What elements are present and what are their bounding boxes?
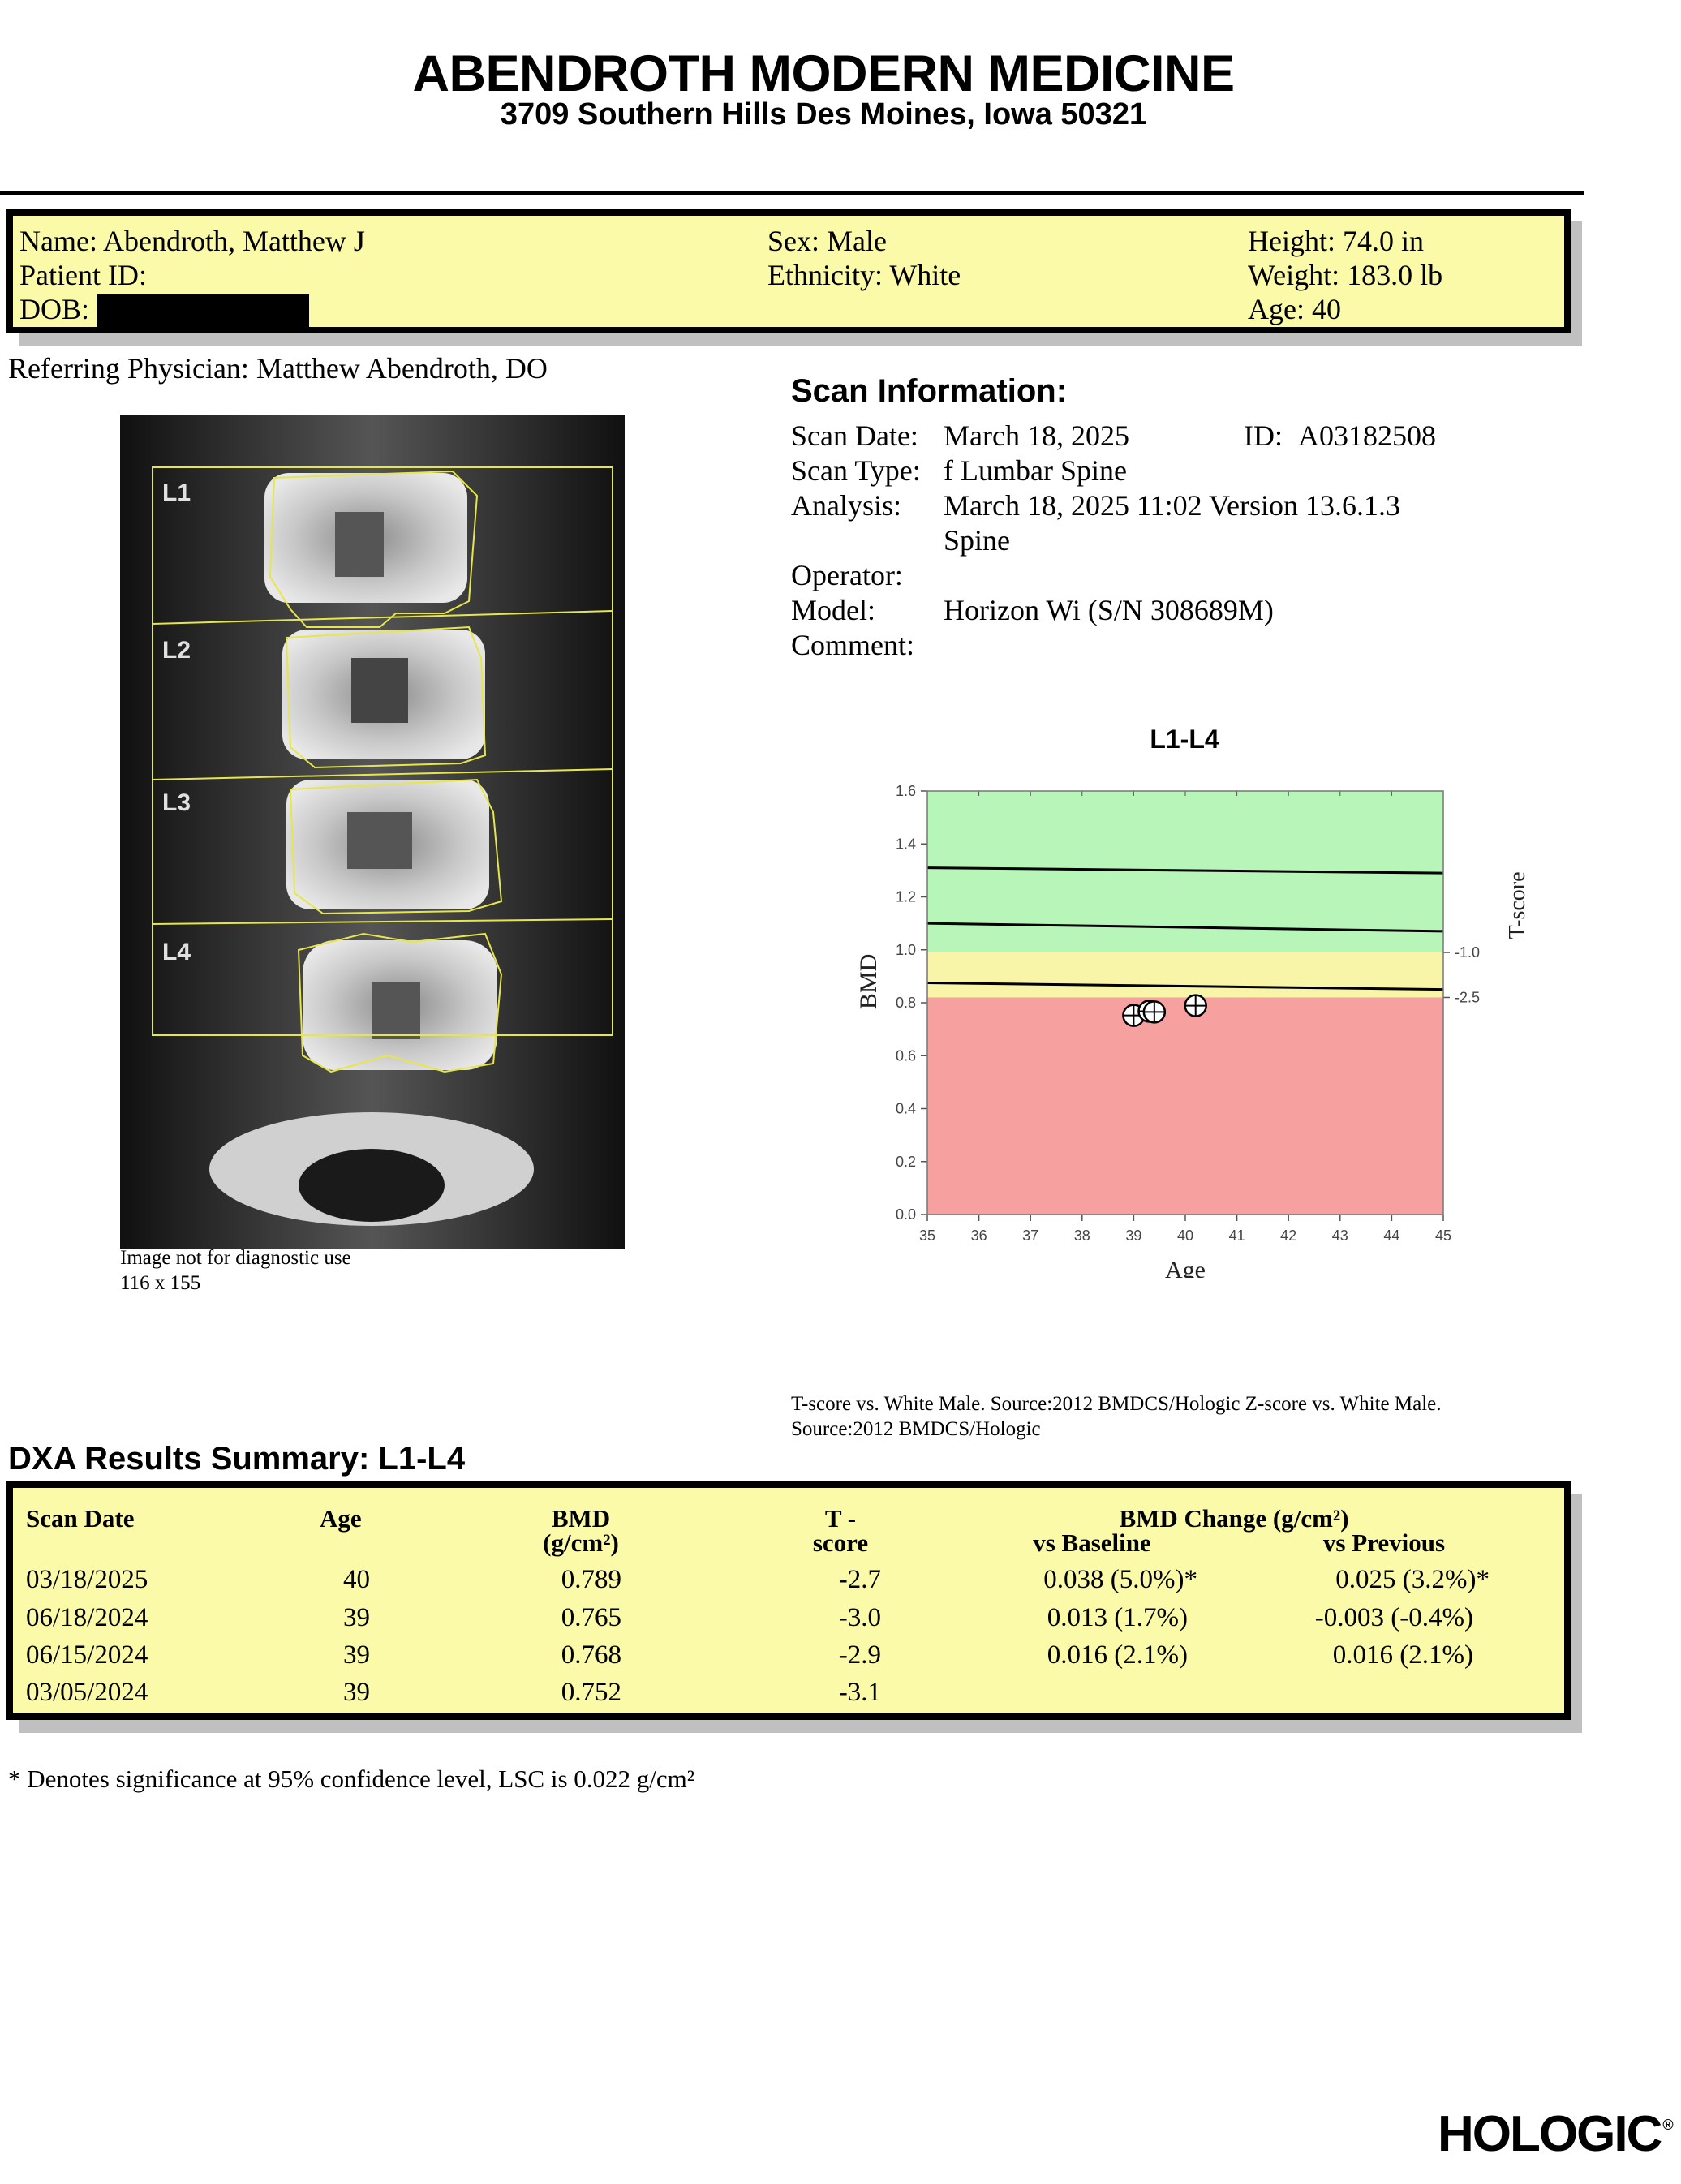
col-scan-date: Scan Date — [26, 1504, 135, 1533]
image-disclaimer: Image not for diagnostic use — [120, 1247, 351, 1269]
t-score-axis-label: T-score — [1505, 871, 1530, 939]
cell-date: 06/18/2024 — [26, 1603, 148, 1632]
t-score-tick-label: -2.5 — [1455, 989, 1481, 1006]
scan-type-label: Scan Type: — [791, 454, 921, 487]
y-tick-label: 0.6 — [895, 1047, 916, 1064]
scan-date-value: March 18, 2025 — [944, 419, 1129, 452]
col-vs-baseline: vs Baseline — [1033, 1528, 1151, 1557]
scan-id-value: A03182508 — [1298, 419, 1436, 452]
scan-type-value: f Lumbar Spine — [944, 454, 1127, 487]
x-axis-label: Age — [1165, 1257, 1206, 1278]
cell-vs-previous: 0.016 (2.1%) — [1332, 1640, 1473, 1670]
cell-vs-baseline: 0.038 (5.0%)* — [1043, 1565, 1197, 1594]
scan-info-heading: Scan Information: — [791, 373, 1068, 409]
col-age: Age — [320, 1504, 362, 1533]
registered-mark: ® — [1662, 2117, 1672, 2133]
spine-label-l2: L2 — [162, 637, 191, 664]
bmd-chart — [844, 775, 1558, 1278]
cell-t-score: -2.9 — [838, 1640, 881, 1670]
col-bmd: BMD — [551, 1504, 611, 1533]
cell-age: 39 — [343, 1640, 370, 1670]
operator-label: Operator: — [791, 559, 903, 591]
y-axis-label: BMD — [855, 953, 882, 1010]
patient-weight: Weight: 183.0 lb — [1248, 259, 1443, 291]
cell-vs-baseline: 0.013 (1.7%) — [1047, 1603, 1188, 1632]
y-tick-label: 0.8 — [895, 995, 916, 1011]
cell-age: 39 — [343, 1603, 370, 1632]
patient-sex: Sex: Male — [767, 225, 887, 257]
scan-id-label: ID: — [1244, 419, 1283, 452]
cell-vs-previous: -0.003 (-0.4%) — [1314, 1603, 1473, 1632]
results-table — [6, 1481, 1571, 1720]
analysis-value: March 18, 2025 11:02 Version 13.6.1.3 — [944, 489, 1400, 522]
analysis-sub: Spine — [944, 524, 1011, 557]
x-tick-label: 36 — [970, 1227, 987, 1244]
cell-t-score: -3.0 — [838, 1603, 881, 1632]
col-vs-previous: vs Previous — [1322, 1528, 1446, 1557]
patient-dob-label: DOB: — [19, 293, 90, 325]
cell-age: 39 — [343, 1678, 370, 1707]
model-value: Horizon Wi (S/N 308689M) — [944, 594, 1274, 626]
x-tick-label: 35 — [918, 1227, 936, 1244]
zone-osteopenia — [927, 952, 1443, 997]
reference-source-note: T-score vs. White Male. Source:2012 BMDCS/Hologic Z-score vs. White Male. Source:2012 BMDCS/Hologic — [791, 1393, 1442, 1440]
zone-osteoporosis — [927, 997, 1443, 1215]
spine-scan-image — [120, 415, 625, 1249]
cell-date: 03/05/2024 — [26, 1678, 148, 1707]
cell-bmd: 0.789 — [561, 1565, 621, 1594]
y-tick-label: 1.2 — [895, 888, 916, 905]
data-point — [1144, 1001, 1165, 1022]
dxa-summary-heading: DXA Results Summary: L1-L4 — [8, 1441, 466, 1477]
cell-t-score: -2.7 — [838, 1565, 881, 1594]
analysis-label: Analysis: — [791, 489, 902, 522]
x-tick-label: 42 — [1280, 1227, 1297, 1244]
x-tick-label: 43 — [1331, 1227, 1348, 1244]
clinic-name: ABENDROTH MODERN MEDICINE — [412, 45, 1235, 102]
y-tick-label: 1.0 — [895, 941, 916, 958]
x-tick-label: 40 — [1176, 1227, 1194, 1244]
patient-ethnicity: Ethnicity: White — [767, 259, 961, 291]
cell-bmd: 0.765 — [561, 1603, 621, 1632]
patient-age: Age: 40 — [1248, 293, 1341, 325]
dob-redaction — [97, 294, 309, 329]
spine-label-l1: L1 — [162, 479, 191, 506]
y-tick-label: 0.2 — [895, 1153, 916, 1170]
x-tick-label: 45 — [1434, 1227, 1452, 1244]
model-label: Model: — [791, 594, 875, 626]
scan-date-label: Scan Date: — [791, 419, 918, 452]
x-tick-label: 38 — [1073, 1227, 1090, 1244]
cell-date: 06/15/2024 — [26, 1640, 148, 1670]
x-tick-label: 41 — [1228, 1227, 1245, 1244]
x-tick-label: 44 — [1383, 1227, 1400, 1244]
cell-t-score: -3.1 — [838, 1678, 881, 1707]
cell-bmd: 0.768 — [561, 1640, 621, 1670]
patient-id: Patient ID: — [19, 259, 147, 291]
cell-date: 03/18/2025 — [26, 1565, 148, 1594]
y-tick-label: 1.6 — [895, 783, 916, 799]
logo-text: HOLOGIC — [1438, 2106, 1662, 2162]
chart-title: L1-L4 — [1150, 724, 1219, 754]
hologic-logo — [1438, 2105, 1670, 2163]
x-tick-label: 39 — [1125, 1227, 1142, 1244]
image-size: 116 x 155 — [120, 1272, 201, 1294]
spine-label-l3: L3 — [162, 789, 191, 816]
col-bmd-change: BMD Change (g/cm²) — [1119, 1504, 1349, 1533]
patient-name: Name: Abendroth, Matthew J — [19, 225, 365, 257]
x-tick-label: 37 — [1022, 1227, 1039, 1244]
significance-footnote: * Denotes significance at 95% confidence level, LSC is 0.022 g/cm² — [8, 1765, 695, 1793]
patient-info-box — [6, 209, 1571, 333]
t-score-tick-label: -1.0 — [1455, 944, 1481, 961]
clinic-address: 3709 Southern Hills Des Moines, Iowa 50321 — [500, 97, 1147, 131]
col-bmd-unit: (g/cm²) — [543, 1528, 619, 1557]
spine-label-l4: L4 — [162, 939, 191, 965]
cell-bmd: 0.752 — [561, 1678, 621, 1707]
cell-vs-previous: 0.025 (3.2%)* — [1335, 1565, 1490, 1594]
referring-physician: Referring Physician: Matthew Abendroth, DO — [8, 352, 548, 385]
y-tick-label: 0.4 — [895, 1100, 916, 1117]
patient-height: Height: 74.0 in — [1248, 225, 1424, 257]
data-point — [1185, 995, 1206, 1017]
y-tick-label: 0.0 — [895, 1206, 916, 1223]
comment-label: Comment: — [791, 629, 914, 661]
col-t: T - — [824, 1504, 857, 1533]
cell-vs-baseline: 0.016 (2.1%) — [1047, 1640, 1188, 1670]
y-tick-label: 1.4 — [895, 836, 916, 853]
cell-age: 40 — [343, 1565, 370, 1594]
col-t-score: score — [812, 1528, 869, 1557]
header-divider — [0, 191, 1584, 195]
